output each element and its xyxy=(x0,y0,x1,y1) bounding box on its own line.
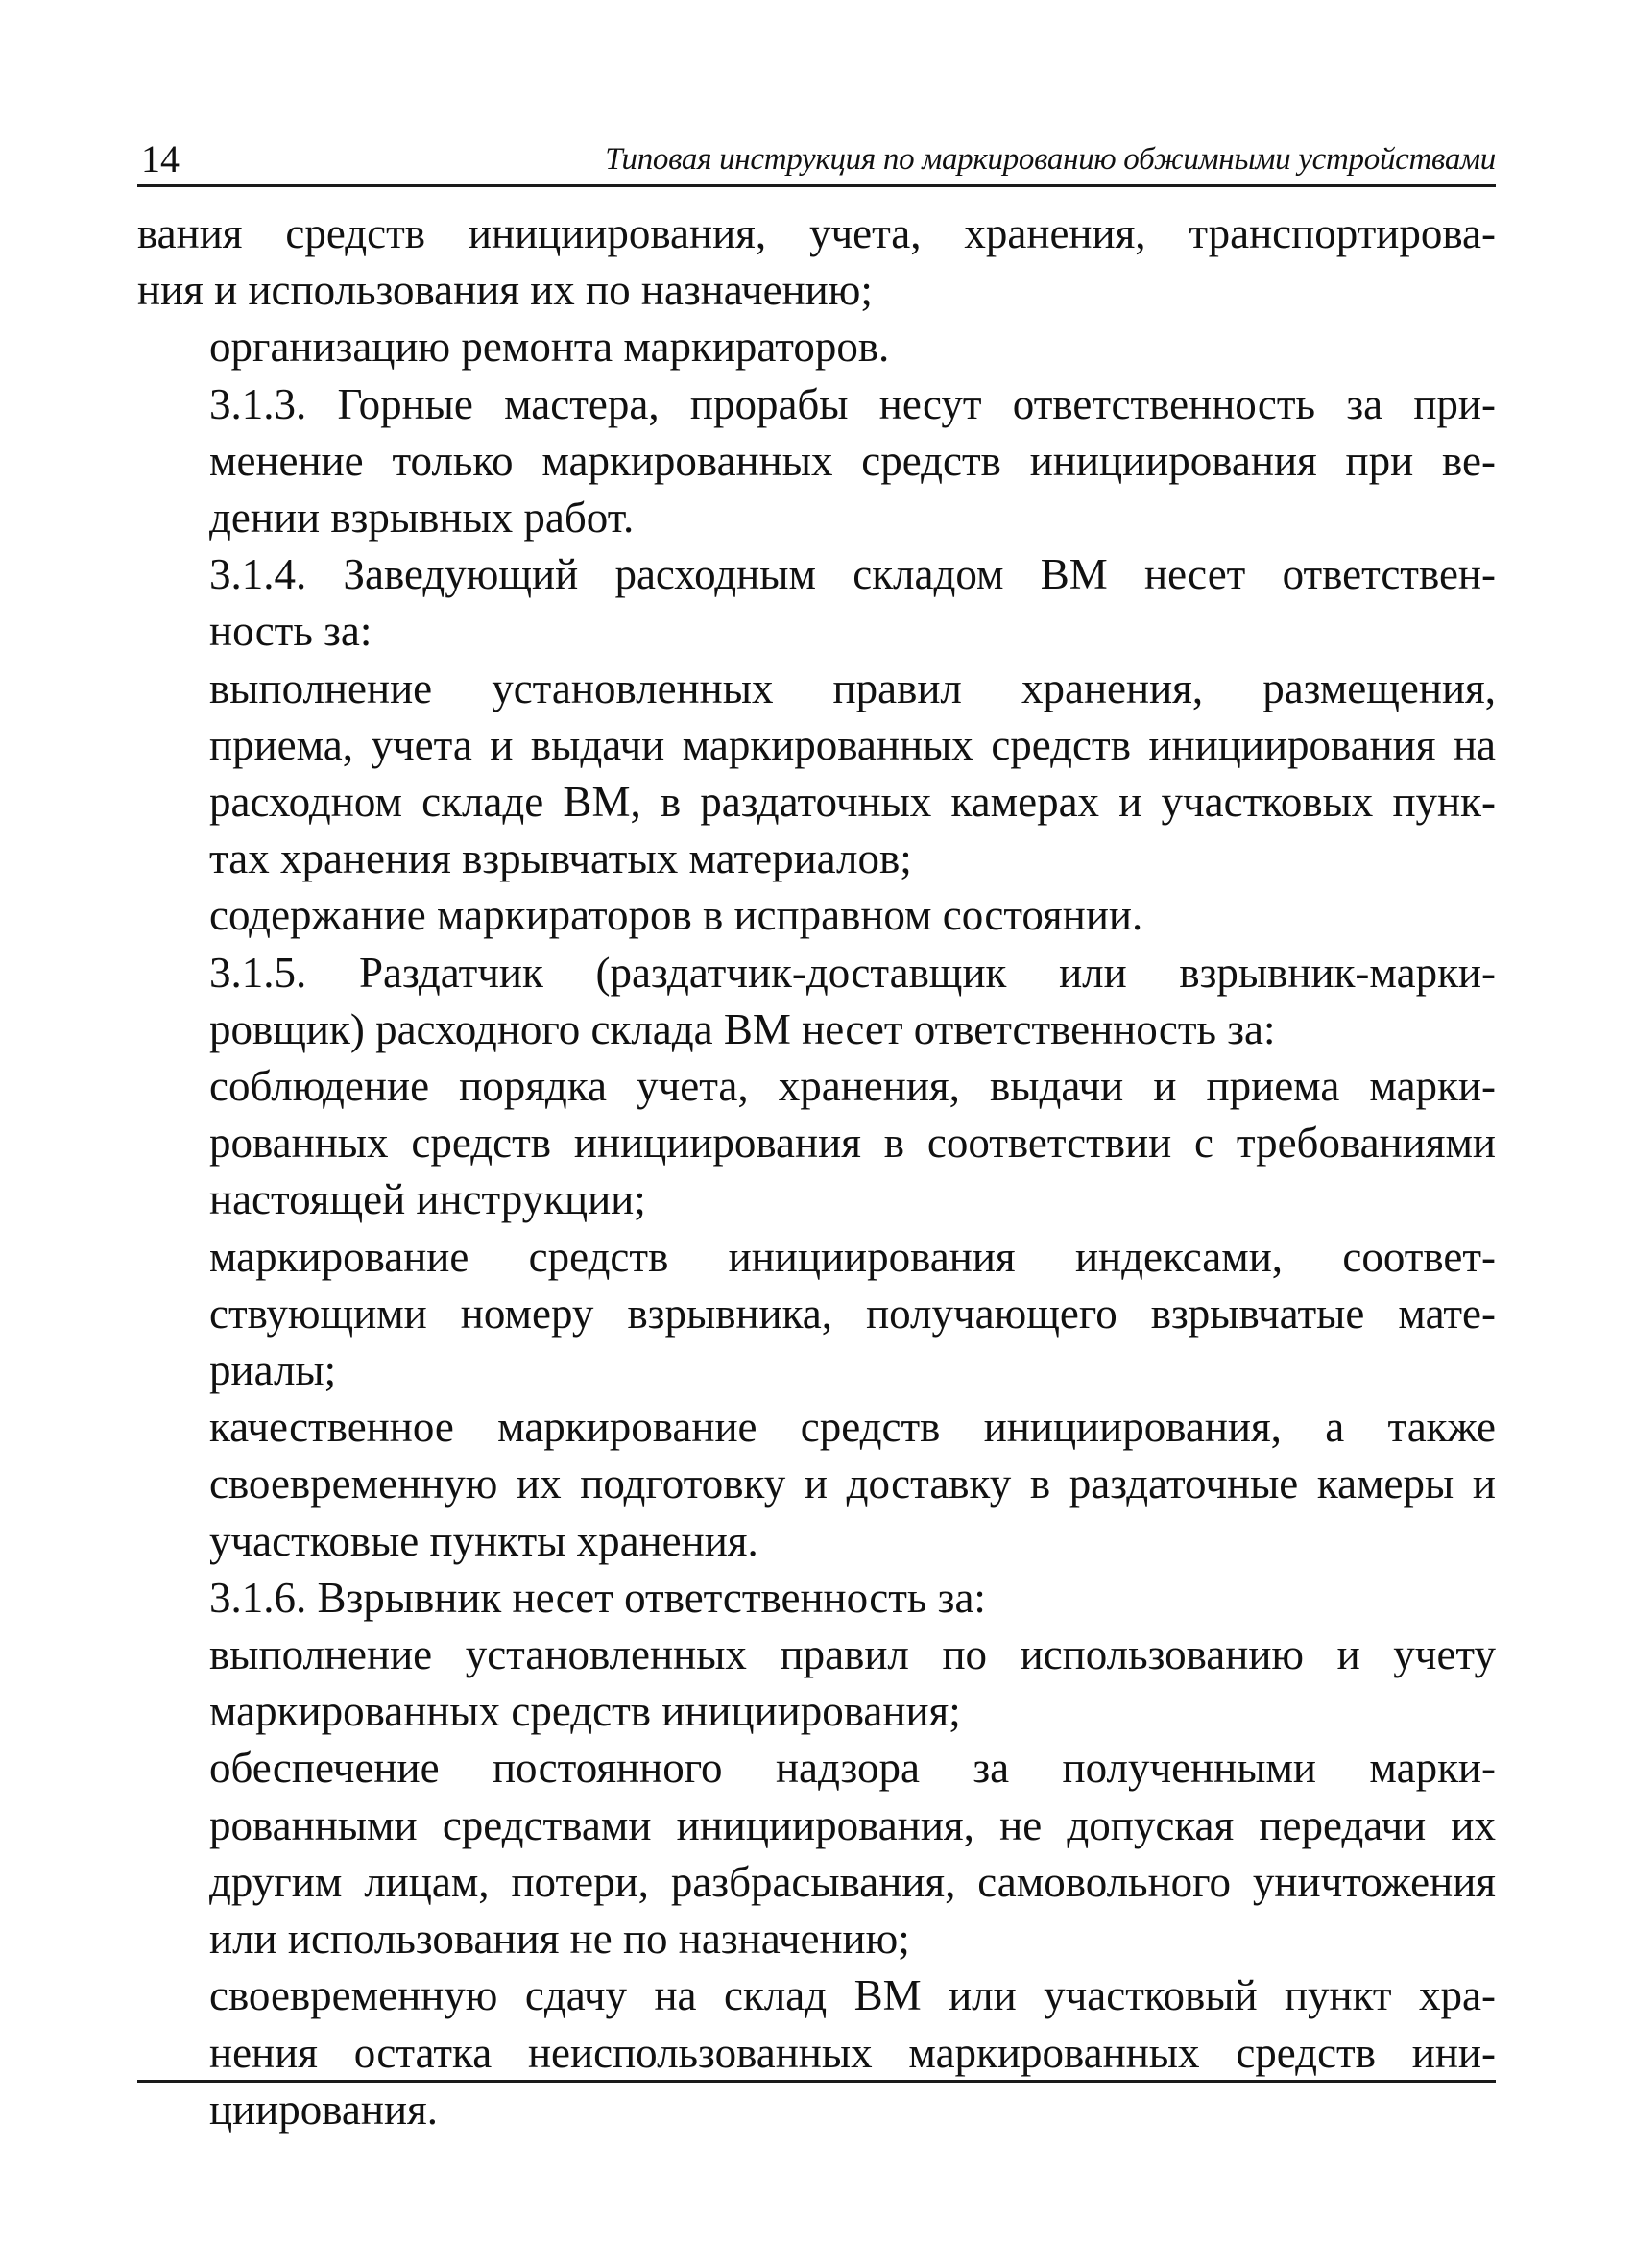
paragraph xyxy=(137,205,1496,319)
paragraph xyxy=(137,1229,1496,1400)
page-header xyxy=(137,133,1496,187)
text-line: 3.1.5. Раздатчик (раздатчик-доставщик или взрывник-марки- xyxy=(209,948,1496,997)
text-line: ность за: xyxy=(209,607,372,656)
text-line: другим лицам, потери, разбрасывания, самовольного уничтожения xyxy=(209,1857,1496,1906)
paragraph xyxy=(137,1627,1496,1740)
text-line: ния и использования их по назначению; xyxy=(137,266,873,315)
paragraph xyxy=(137,887,1496,944)
paragraph xyxy=(137,319,1496,375)
text-line: маркирование средств инициирования индексами, соответ- xyxy=(209,1232,1496,1281)
text-line: своевременную их подготовку и доставку в раздаточные камеры и xyxy=(209,1460,1496,1508)
text-line: 3.1.3. Горные мастера, прорабы несут ответственность за при- xyxy=(209,379,1496,428)
body-text xyxy=(137,205,1496,2138)
text-line: циирования. xyxy=(209,2085,438,2134)
paragraph xyxy=(137,661,1496,888)
text-line: рованными средствами инициирования, не допуская передачи их xyxy=(209,1800,1496,1849)
bottom-rule xyxy=(137,2080,1496,2083)
text-line: 3.1.6. Взрывник несет ответственность за: xyxy=(209,1573,986,1622)
text-line: качественное маркирование средств инициирования, а также xyxy=(209,1403,1496,1452)
text-line: 3.1.4. Заведующий расходным складом ВМ несет ответствен- xyxy=(209,550,1496,599)
paragraph xyxy=(137,1058,1496,1229)
running-title: Типовая инструкция по маркированию обжимными устройствами xyxy=(605,142,1496,177)
text-line: риалы; xyxy=(209,1346,337,1395)
text-line: ровщик) расходного склада ВМ несет ответственность за: xyxy=(209,1004,1276,1053)
text-line: дении взрывных работ. xyxy=(209,494,635,543)
paragraph xyxy=(137,376,1496,547)
text-line: нения остатка неиспользованных маркированных средств ини- xyxy=(209,2028,1496,2077)
text-line: выполнение установленных правил хранения, размещения, xyxy=(209,664,1496,712)
text-line: рованных средств инициирования в соответствии с требованиями xyxy=(209,1119,1496,1168)
page-number: 14 xyxy=(141,137,180,181)
text-line: тах хранения взрывчатых материалов; xyxy=(209,834,912,883)
text-line: менение только маркированных средств инициирования при ве- xyxy=(209,436,1496,485)
text-line: обеспечение постоянного надзора за полученными марки- xyxy=(209,1744,1496,1793)
text-line: ствующими номеру взрывника, получающего взрывчатые мате- xyxy=(209,1289,1496,1338)
text-line: расходном складе ВМ, в раздаточных камерах и участковых пунк- xyxy=(209,778,1496,827)
paragraph xyxy=(137,546,1496,660)
text-line: приема, учета и выдачи маркированных средств инициирования на xyxy=(209,720,1496,769)
paragraph xyxy=(137,945,1496,1058)
text-line: вания средств инициирования, учета, хранения, транспортирова- xyxy=(137,209,1496,257)
paragraph xyxy=(137,1570,1496,1627)
paragraph xyxy=(137,1399,1496,1570)
paragraph xyxy=(137,1967,1496,2138)
text-line: или использования не по назначению; xyxy=(209,1915,910,1964)
text-line: настоящей инструкции; xyxy=(209,1175,646,1224)
text-line: участковые пункты хранения. xyxy=(209,1516,758,1565)
text-line: выполнение установленных правил по использованию и учету xyxy=(209,1630,1496,1679)
text-line: содержание маркираторов в исправном состоянии. xyxy=(209,891,1143,940)
text-line: соблюдение порядка учета, хранения, выдачи и приема марки- xyxy=(209,1062,1496,1111)
paragraph xyxy=(137,1740,1496,1967)
text-line: маркированных средств инициирования; xyxy=(209,1687,961,1736)
text-line: организацию ремонта маркираторов. xyxy=(209,323,890,372)
text-line: своевременную сдачу на склад ВМ или участковый пункт хра- xyxy=(209,1971,1496,2020)
